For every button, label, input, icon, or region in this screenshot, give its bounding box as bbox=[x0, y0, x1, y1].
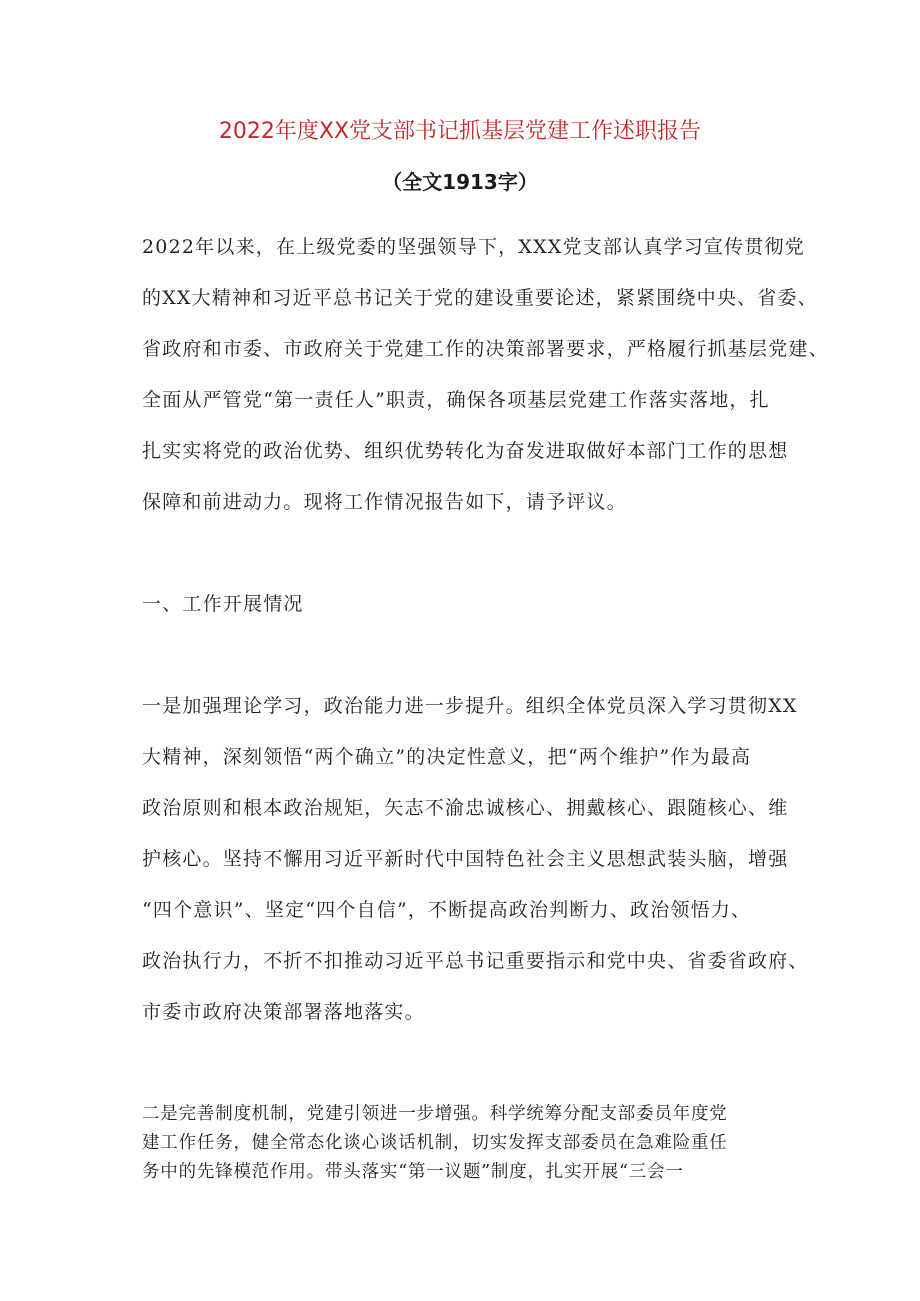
paragraph-line: 务中的先锋模范作用。带头落实“第一议题”制度，扎实开展“三会一 bbox=[142, 1162, 684, 1182]
paragraph-line: 政治执行力，不折不扣推动习近平总书记重要指示和党中央、省委省政府、 bbox=[142, 950, 809, 972]
intro-line: 扎实实将党的政治优势、组织优势转化为奋发进取做好本部门工作的思想 bbox=[142, 440, 789, 462]
paragraph-line: 建工作任务，健全常态化谈心谈话机制，切实发挥支部委员在急难险重任 bbox=[142, 1133, 728, 1153]
paragraph-line: 一是加强理论学习，政治能力进一步提升。组织全体党员深入学习贯彻XX bbox=[142, 695, 798, 717]
paragraph-line: 二是完善制度机制，党建引领进一步增强。科学统筹分配支部委员年度党 bbox=[142, 1104, 728, 1124]
intro-line: 的XX大精神和习近平总书记关于党的建设重要论述，紧紧围绕中央、省委、 bbox=[142, 287, 818, 309]
intro-line: 保障和前进动力。现将工作情况报告如下，请予评议。 bbox=[142, 491, 627, 513]
paragraph-line: “四个意识”、坚定“四个自信”，不断提高政治判断力、政治领悟力、 bbox=[142, 899, 752, 921]
document-subtitle: （全文1913字） bbox=[382, 170, 538, 194]
paragraph-line: 政治原则和根本政治规矩，矢志不渝忠诚核心、拥戴核心、跟随核心、维 bbox=[142, 797, 789, 819]
paragraph-line: 市委市政府决策部署落地落实。 bbox=[142, 1001, 425, 1023]
section-heading: 一、工作开展情况 bbox=[142, 593, 304, 615]
paragraph-line: 大精神，深刻领悟“两个确立”的决定性意义，把“两个维护”作为最高 bbox=[142, 746, 752, 768]
document-title: 2022年度XX党支部书记抓基层党建工作述职报告 bbox=[218, 119, 702, 144]
intro-line: 省政府和市委、市政府关于党建工作的决策部署要求，严格履行抓基层党建、 bbox=[142, 338, 829, 360]
paragraph-line: 护核心。坚持不懈用习近平新时代中国特色社会主义思想武装头脑，增强 bbox=[142, 848, 789, 870]
intro-line: 全面从严管党“第一责任人”职责，确保各项基层党建工作落实落地，扎 bbox=[142, 389, 770, 411]
intro-line: 2022年以来，在上级党委的坚强领导下，XXX党支部认真学习宣传贯彻党 bbox=[142, 236, 805, 258]
